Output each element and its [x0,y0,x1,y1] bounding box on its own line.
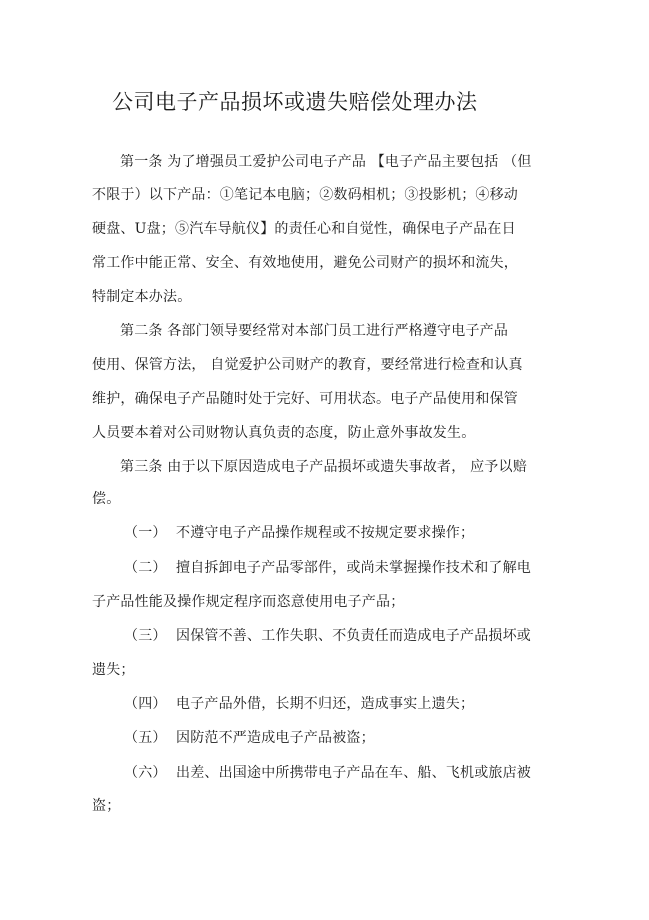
article2-line-2: 使用、保管方法， 自觉爱护公司财产的教育，要经常进行检查和认真 [92,357,523,373]
list-item-number: （五） [124,730,167,746]
list-item-2 [124,559,531,577]
article1-line-1: 第一条 为了增强员工爱护公司电子产品 【电子产品主要包括 （但 [120,154,532,170]
list-item-6 [124,764,531,782]
list-item-number: （一） [124,525,167,541]
article3-line-2: 偿。 [92,491,121,507]
list-item-3 [124,627,531,645]
article2-line-3: 维护，确保电子产品随时处于完好、可用状态。电子产品使用和保管 [92,391,518,407]
list-item-number: （六） [124,765,167,781]
article2-line-1: 第二条 各部门领导要经常对本部门员工进行严格遵守电子产品 [120,323,509,339]
list-item-3-continuation: 遗失； [92,662,135,678]
article1-line-2: 不限于）以下产品：①笔记本电脑；②数码相机；③投影机；④移动 [92,187,518,203]
article2-line-4: 人员要本着对公司财物认真负责的态度，防止意外事故发生。 [92,425,476,441]
document-title: 公司电子产品损坏或遗失赔偿处理办法 [112,90,478,114]
list-item-text: 因防范不严造成电子产品被盗； [176,730,375,746]
list-item-text: 出差、出国途中所携带电子产品在车、船、飞机或旅店被 [176,765,531,781]
list-item-number: （三） [124,628,167,644]
list-item-4 [124,695,474,713]
article1-line-5: 特制定本办法。 [92,289,192,305]
list-item-5 [124,729,375,747]
list-item-text: 不遵守电子产品操作规程或不按规定要求操作； [176,525,475,541]
list-item-2-continuation: 子产品性能及操作规定程序而恣意使用电子产品； [92,594,405,610]
list-item-number: （二） [124,560,167,576]
list-item-text: 电子产品外借，长期不归还，造成事实上遗失； [176,696,475,712]
article1-line-3: 硬盘、U盘；⑤汽车导航仪】的责任心和自觉性，确保电子产品在日 [92,221,516,237]
list-item-text: 因保管不善、工作失职、不负责任而造成电子产品损坏或 [176,628,531,644]
list-item-text: 擅自拆卸电子产品零部件，或尚未掌握操作技术和了解电 [176,560,531,576]
list-item-1 [124,524,474,542]
list-item-number: （四） [124,696,167,712]
list-item-6-continuation: 盗； [92,798,121,814]
article1-line-4: 常工作中能正常、安全、有效地使用，避免公司财产的损坏和流失， [92,255,518,271]
article3-line-1: 第三条 由于以下原因造成电子产品损坏或遗失事故者， 应予以赔 [120,459,527,475]
